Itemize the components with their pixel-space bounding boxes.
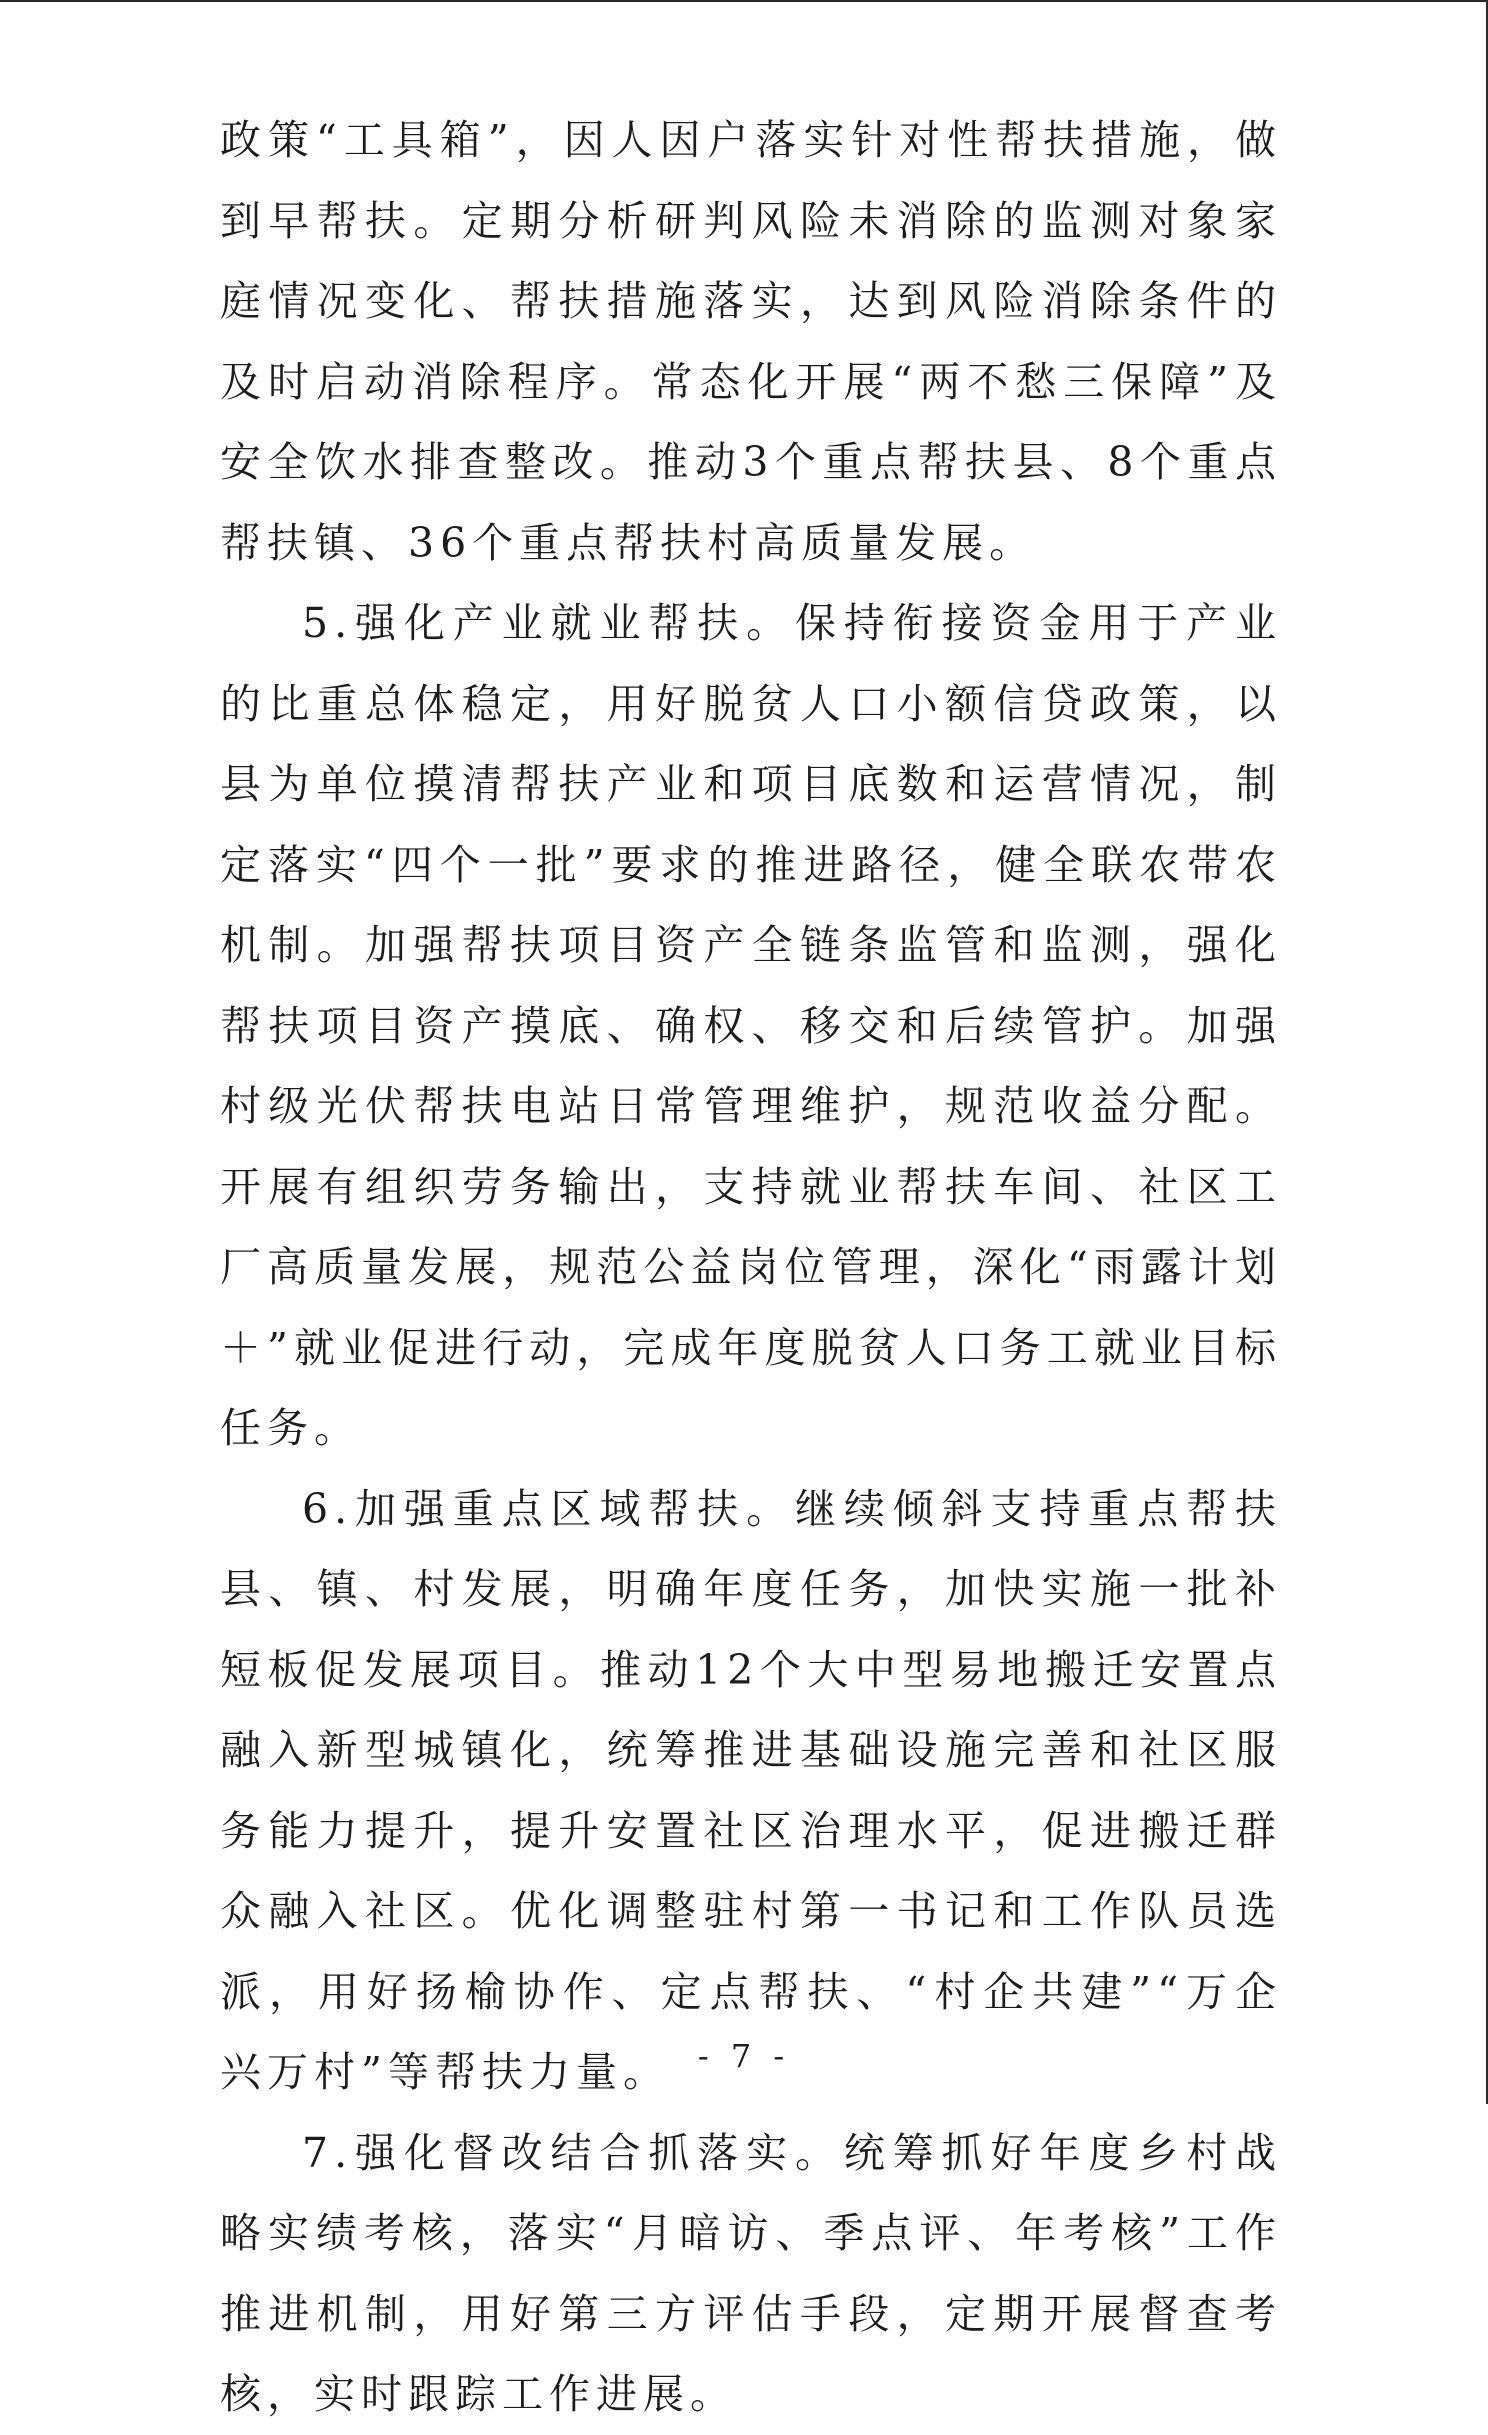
page-number: - 7 - — [697, 2037, 791, 2075]
paragraph-continuation: 政策“工具箱”，因人因户落实针对性帮扶措施，做到早帮扶。定期分析研判风险未消除的监测对象家庭情况变化、帮扶措施落实，达到风险消除条件的及时启动消除程序。常态化开展“两不愁三保障”及安全饮水排查整改。推动3个重点帮扶县、8个重点帮扶镇、36个重点帮扶村高质量发展。 — [220, 116, 1282, 567]
paragraph-item-6: 6.加强重点区域帮扶。继续倾斜支持重点帮扶县、镇、村发展，明确年度任务，加快实施一批补短板促发展项目。推动12个大中型易地搬迁安置点融入新型城镇化，统筹推进基础设施完善和社区服务能力提升，提升安置社区治理水平，促进搬迁群众融入社区。优化调整驻村第一书记和工作队员选派，用好扬榆协作、定点帮扶、“村企共建”“万企兴万村”等帮扶力量。 — [220, 1484, 1282, 2096]
paragraph-item-7: 7.强化督改结合抓落实。统筹抓好年度乡村战略实绩考核，落实“月暗访、季点评、年考核”工作推进机制，用好第三方评估手段，定期开展督查考核，实时跟踪工作进展。 — [220, 2128, 1282, 2418]
paragraph-item-5: 5.强化产业就业帮扶。保持衔接资金用于产业的比重总体稳定，用好脱贫人口小额信贷政策，以县为单位摸清帮扶产业和项目底数和运营情况，制定落实“四个一批”要求的推进路径，健全联农带农机制。加强帮扶项目资产全链条监管和监测，强化帮扶项目资产摸底、确权、移交和后续管护。加强村级光伏帮扶电站日常管理维护，规范收益分配。开展有组织劳务输出，支持就业帮扶车间、社区工厂高质量发展，规范公益岗位管理，深化“雨露计划＋”就业促进行动，完成年度脱贫人口务工就业目标任务。 — [220, 599, 1282, 1452]
document-body — [220, 100, 1282, 2435]
